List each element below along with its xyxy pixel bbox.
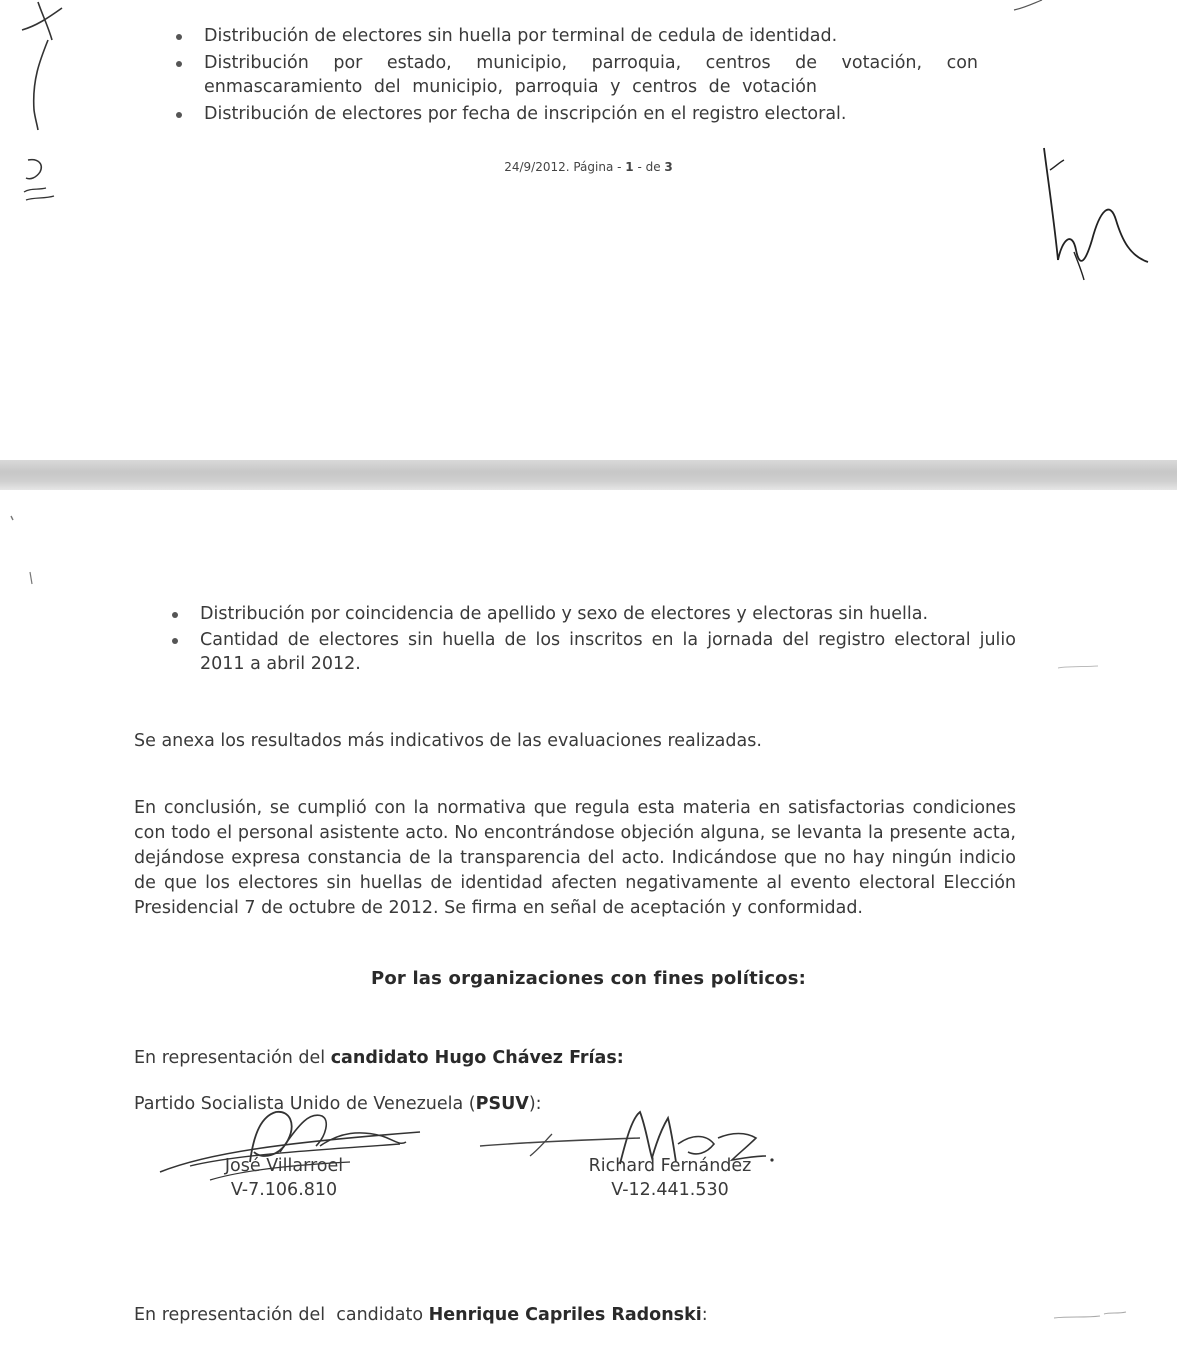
signer-name: José Villarroel	[224, 1156, 344, 1176]
signer-villarroel	[214, 1154, 354, 1202]
footer-date: 24/9/2012. Página -	[504, 160, 626, 174]
page-footer	[0, 160, 1177, 174]
signer-id: V-7.106.810	[230, 1180, 338, 1200]
list-item: Distribución por estado, municipio, parroquia, centros de votación, con enmascaramiento del municipio, parroquia y centros de votación	[172, 51, 978, 99]
rep-chavez-prefix: En representación del	[134, 1048, 331, 1068]
rep-capriles-candidate: Henrique Capriles Radonski	[428, 1305, 702, 1325]
rep-capriles-prefix: En representación del candidato	[134, 1305, 429, 1325]
handwritten-signature-right	[1030, 140, 1160, 300]
faint-ink-mark	[1054, 658, 1104, 678]
list-item: Distribución por coincidencia de apellido y sexo de electores y electoras sin huella.	[168, 602, 1016, 626]
list-item: Cantidad de electores sin huella de los inscritos en la jornada del registro electoral julio 2011 a abril 2012.	[168, 628, 1016, 676]
faint-ink-mark	[1050, 1306, 1130, 1326]
document-page-1	[0, 0, 1177, 460]
party-suffix: ):	[528, 1094, 542, 1114]
rep-capriles-suffix: :	[701, 1305, 708, 1325]
representation-chavez-line	[134, 1048, 624, 1068]
rep-chavez-candidate: candidato Hugo Chávez Frías:	[330, 1048, 624, 1068]
signer-id: V-12.441.530	[611, 1180, 729, 1200]
corner-mark	[1010, 0, 1050, 20]
representation-capriles-line	[134, 1305, 708, 1325]
bullet-list-bottom	[168, 602, 1016, 678]
list-item: Distribución de electores sin huella por terminal de cedula de identidad.	[172, 24, 978, 48]
party-prefix: Partido Socialista Unido de Venezuela (	[134, 1094, 476, 1114]
signer-name: Richard Fernández	[588, 1156, 752, 1176]
footer-page-total: 3	[664, 160, 673, 174]
party-acronym: PSUV	[475, 1094, 529, 1114]
list-item: Distribución de electores por fecha de inscripción en el registro electoral.	[172, 102, 978, 126]
footer-page-separator: - de	[633, 160, 665, 174]
margin-specks	[8, 510, 38, 600]
bullet-list-top	[172, 24, 978, 129]
section-heading: Por las organizaciones con fines políticos:	[370, 968, 807, 989]
page-separator	[0, 460, 1177, 490]
footer-page-current: 1	[625, 160, 634, 174]
document-page-2	[0, 490, 1177, 1355]
annex-paragraph: Se anexa los resultados más indicativos de las evaluaciones realizadas.	[134, 731, 762, 751]
signer-fernandez	[560, 1154, 780, 1202]
margin-initials-mark	[18, 0, 68, 210]
conclusion-paragraph: En conclusión, se cumplió con la normativa que regula esta materia en satisfactorias condiciones con todo el personal asistente acto. No encontrándose objeción alguna, se levanta la presente acta, dejándose expresa constancia de la transparencia del acto. Indicándose que no hay ningún indicio de que los electores sin huellas de identidad afecten negativamente al evento electoral Elección Presidencial 7 de octubre de 2012. Se firma en señal de aceptación y conformidad.	[134, 798, 1016, 918]
